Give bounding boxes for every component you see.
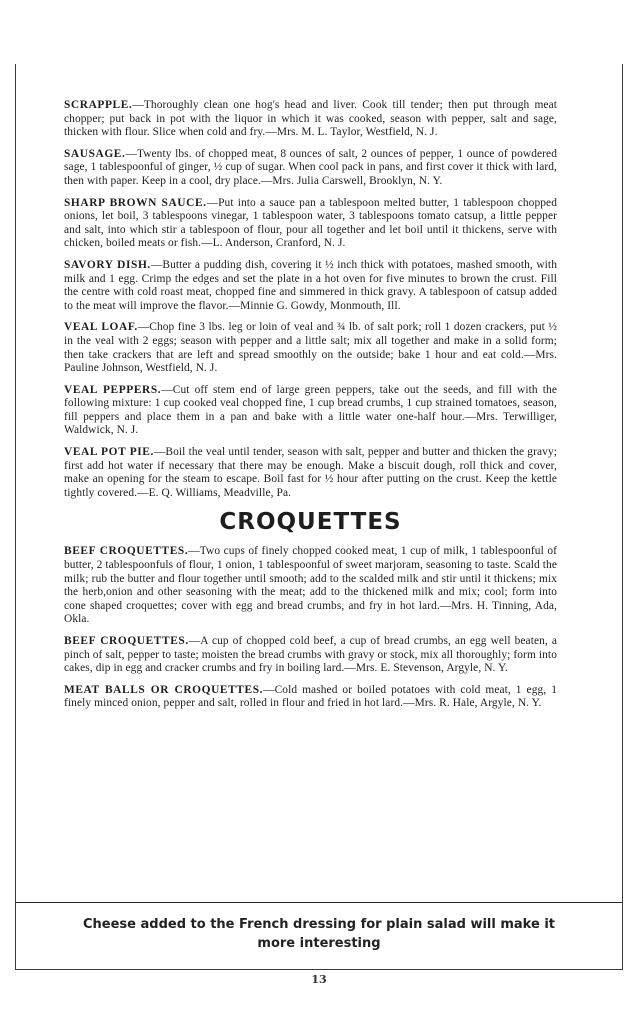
recipe-paragraph	[64, 635, 557, 676]
recipe-title: SAUSAGE.	[64, 147, 126, 160]
recipe-body: —Boil the veal until tender, season with salt, pepper and butter and thicken the gravy; first add hot water if necessary that there may be enough. Make a biscuit dough, roll thick and cover, make an opening for the steam to escape. Boil fast for ½ hour after putting on the crust. Keep the kettle tightly covered.—E. Q. Williams, Meadville, Pa.	[64, 446, 558, 499]
recipe-paragraph	[64, 684, 557, 711]
recipe-body: —Butter a pudding dish, covering it ½ inch thick with potatoes, mashed smooth, with milk and 1 egg. Crimp the edges and set the plate in a hot oven for five minutes to brown the crust. Fill the centre with cold roast meat, chopped fine and simmered in thick gravy. A tablespoon of catsup added to the meat will improve the flavor.—Minnie G. Gowdy, Monmouth, Ill.	[64, 258, 557, 312]
recipe-title: BEEF CROQUETTES.	[64, 545, 189, 558]
page-number: 13	[311, 973, 327, 986]
recipe-paragraph	[64, 321, 557, 375]
recipe-body: —Cut off stem end of large green peppers, take out the seeds, and fill with the following mixture: 1 cup cooked veal chopped fine, 1 cup bread crumbs, 1 cup strained tomatoes, season, fill peppers and place them in a pan and bake with a little water one-half hour.—Mrs. Terwilliger, Waldwick, N. J.	[64, 383, 557, 437]
recipe-paragraph	[64, 148, 557, 189]
recipe-body: —Thoroughly clean one hog's head and liver. Cook till tender; then put through meat chopper; put back in pot with the liquor in which it was cooked, season with pepper, salt and sage, thicken with flour. Slice when cold and fry.—Mrs. M. L. Taylor, Westfield, N. J.	[64, 99, 557, 139]
recipe-title: VEAL LOAF.	[64, 321, 138, 334]
recipe-title: VEAL POT PIE.	[64, 446, 154, 459]
tip-box	[16, 902, 622, 953]
recipe-paragraph	[64, 197, 557, 251]
recipe-title: SAVORY DISH.	[64, 258, 151, 271]
recipe-body: —Cold mashed or boiled potatoes with cold meat, 1 egg, 1 finely minced onion, pepper and salt, rolled in flour and fried in hot lard.—Mrs. R. Hale, Argyle, N. Y.	[64, 683, 557, 710]
recipe-content	[64, 99, 557, 719]
recipe-paragraph	[64, 259, 557, 313]
recipe-title: SCRAPPLE.	[64, 99, 133, 111]
section-heading-croquettes: CROQUETTES	[219, 509, 402, 536]
recipes-bottom-list	[64, 545, 557, 711]
recipe-title: MEAT BALLS OR CROQUETTES.	[64, 683, 264, 696]
recipes-top-list	[64, 99, 557, 500]
recipe-paragraph	[64, 545, 557, 627]
recipe-body: —Chop fine 3 lbs. leg or loin of veal and ¾ lb. of salt pork; roll 1 dozen crackers, put ½ in the veal with 2 eggs; season with pepper and a little salt; mix all together and make in a solid form; then take crackers that are left and spread smoothly on the outside; bake 1 hour and eat cold.—Mrs. Pauline Johnson, Westfield, N. J.	[64, 321, 557, 375]
recipe-title: VEAL PEPPERS.	[64, 383, 162, 396]
recipe-body: —A cup of chopped cold beef, a cup of bread crumbs, an egg well beaten, a pinch of salt, pepper to taste; moisten the bread crumbs with gravy or stock, mix all thoroughly; form into cakes, dip in egg and cracker crumbs and fry in boiling lard.—Mrs. E. Stevenson, Argyle, N. Y.	[64, 635, 557, 675]
recipe-body: —Twenty lbs. of chopped meat, 8 ounces of salt, 2 ounces of pepper, 1 ounce of powdered sage, 1 tablespoonful of ginger, ½ cup of sugar. When cool pack in pans, and first cover it thick with lard, then with paper. Keep in a cool, dry place.—Mrs. Julia Carswell, Brooklyn, N. Y.	[64, 147, 557, 187]
recipe-title: SHARP BROWN SAUCE.	[64, 196, 207, 209]
recipe-title: BEEF CROQUETTES.	[64, 635, 189, 647]
tip-line-1: Cheese added to the French dressing for plain salad will make it	[83, 917, 555, 932]
recipe-paragraph	[64, 446, 557, 500]
recipe-paragraph	[64, 99, 557, 140]
recipe-paragraph	[64, 384, 557, 438]
tip-line-2: more interesting	[257, 936, 381, 951]
recipe-body: —Put into a sauce pan a tablespoon melted butter, 1 tablespoon chopped onions, let boil, 3 tablespoons vinegar, 1 tablespoon water, 3 tablespoons tomato catsup, a little pepper and salt, into which stir a tablespoon of flour, pour all together and let boil until it thickens, serve with chicken, boiled meats or fish.—L. Anderson, Cranford, N. J.	[64, 196, 557, 250]
recipe-body: —Two cups of finely chopped cooked meat, 1 cup of milk, 1 tablespoonful of butter, 2 tablespoonfuls of flour, 1 onion, 1 tablespoonful of sweet marjoram, seasoning to taste. Scald the milk; rub the butter and flour together until smooth; add to the scalded milk and stir until it thickens; mix the herb,onion and other seasoning with the meat; add to the thickened milk and mix; cool; form into cone shaped croquettes; cover with egg and bread crumbs, and fry in hot lard.—Mrs. H. Tinning, Ada, Okla.	[64, 545, 558, 626]
